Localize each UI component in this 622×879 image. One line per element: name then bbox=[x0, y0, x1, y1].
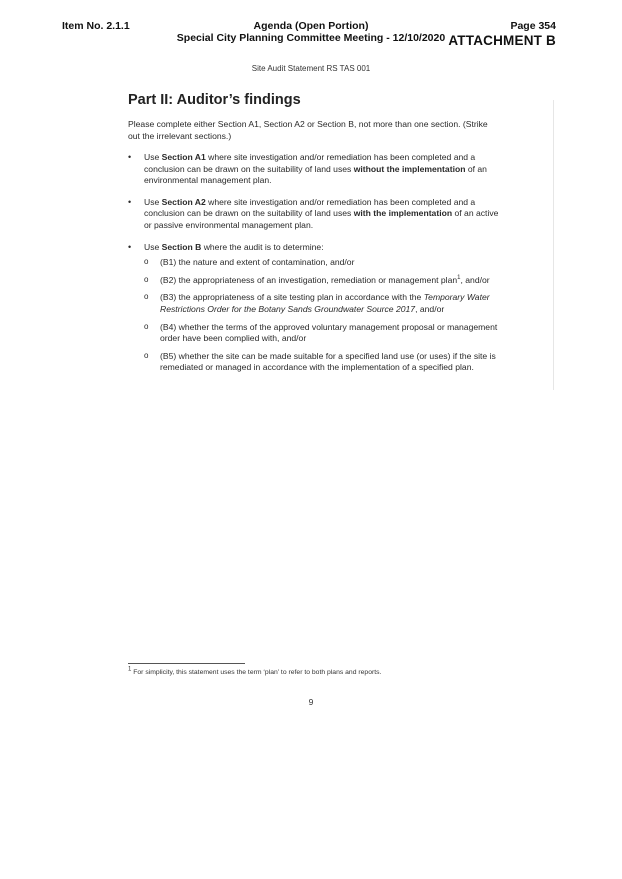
sub-item-b4: o (B4) whether the terms of the approved voluntary management proposal or management order have been complied with, and/or bbox=[144, 322, 500, 345]
attachment-label: ATTACHMENT B bbox=[448, 33, 556, 48]
bullet-a1-section: Section A1 bbox=[161, 152, 206, 162]
bullet-section-a1 bbox=[128, 152, 500, 187]
bullet-a1-emphasis: without the implementation bbox=[353, 163, 466, 174]
bullet-a1-post: of an environmental management plan. bbox=[144, 163, 487, 186]
bullet-b-post: where the audit is to determine: bbox=[201, 241, 324, 252]
instructions-list bbox=[128, 152, 500, 384]
bullet-section-b bbox=[128, 242, 500, 374]
sub-item-b3-order-title: Temporary Water Restrictions Order for the Botany Sands Groundwater Source 2017 bbox=[160, 292, 490, 314]
bullet-a2-pre: Use bbox=[144, 196, 162, 207]
bullet-a2-emphasis: with the implementation bbox=[353, 208, 453, 219]
bullet-a2-section: Section A2 bbox=[161, 196, 206, 207]
scan-edge-line bbox=[553, 100, 554, 390]
footnote bbox=[128, 666, 382, 676]
page-label: Page 354 bbox=[510, 20, 556, 32]
sub-item-b1: o (B1) the nature and extent of contamination, and/or bbox=[144, 257, 500, 269]
sub-item-b2 bbox=[144, 275, 500, 287]
bullet-a1-pre: Use bbox=[144, 152, 162, 162]
sub-item-b3-pre: (B3) the appropriateness of a site testing plan in accordance with the bbox=[160, 292, 424, 303]
section-heading: Part II: Auditor’s findings bbox=[128, 92, 301, 108]
intro-paragraph: Please complete either Section A1, Section A2 or Section B, not more than one section. (Strike out the irrelevant sections.) bbox=[128, 119, 488, 141]
page-header bbox=[448, 20, 556, 49]
bullet-a2-post: of an active or passive environmental management plan. bbox=[144, 208, 499, 230]
sub-item-b3-post: , and/or bbox=[415, 303, 445, 314]
bullet-section-a2 bbox=[128, 197, 500, 232]
page-number: 9 bbox=[308, 697, 314, 707]
item-number: Item No. 2.1.1 bbox=[62, 20, 130, 32]
meeting-title: Special City Planning Committee Meeting - 12/10/2020 bbox=[176, 32, 446, 44]
footnote-text: For simplicity, this statement uses the term ‘plan’ to refer to both plans and reports. bbox=[131, 669, 382, 676]
bullet-a1-mid: where site investigation and/or remediation has been completed and a conclusion can be drawn on the suitability of land uses bbox=[144, 152, 476, 174]
document-title: Site Audit Statement RS TAS 001 bbox=[251, 64, 371, 73]
bullet-a2-mid: where site investigation and/or remediation has been completed and a conclusion can be drawn on the suitability of land uses bbox=[144, 196, 476, 219]
sub-item-b2-post: , and/or bbox=[460, 274, 490, 285]
footnote-mark: 1 bbox=[128, 666, 132, 673]
sub-item-b2-text: (B2) the appropriateness of an investigation, remediation or management plan bbox=[160, 274, 458, 285]
bullet-b-section: Section B bbox=[161, 241, 202, 252]
section-b-sublist bbox=[144, 257, 500, 374]
agenda-title: Agenda (Open Portion) bbox=[253, 20, 369, 32]
sub-item-b5: o (B5) whether the site can be made suitable for a specified land use (or uses) if the site is remediated or managed in accordance with the implementation of a specified plan. bbox=[144, 351, 500, 374]
sub-item-b3 bbox=[144, 292, 500, 315]
footnote-divider bbox=[128, 663, 245, 664]
bullet-b-pre: Use bbox=[144, 241, 162, 252]
footnote-ref: 1 bbox=[457, 274, 461, 281]
